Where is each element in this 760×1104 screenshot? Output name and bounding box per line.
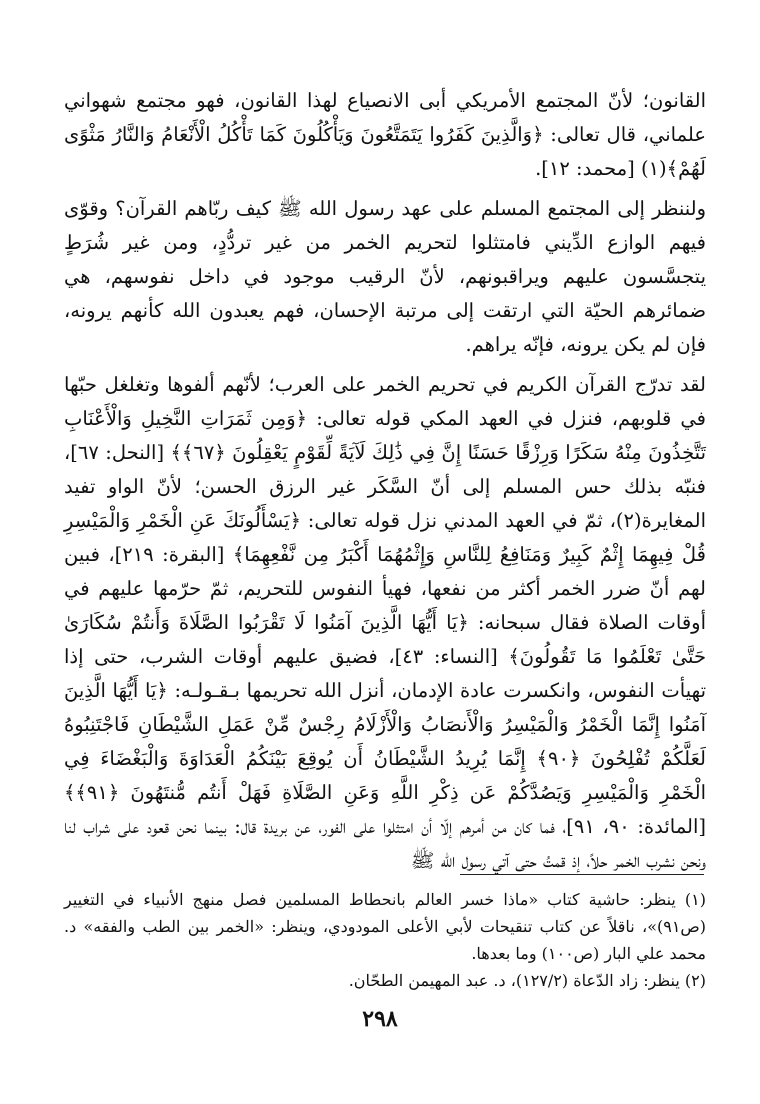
footnote-divider <box>460 874 704 875</box>
footnote-2: (٢) ينظر: زاد الدّعاة (١٢٧/٢)، د. عبد المهيمن الطحّان. <box>348 971 706 990</box>
footnotes <box>64 886 706 994</box>
footnote-1: (١) ينظر: حاشية كتاب «ماذا خسر العالم بانحطاط المسلمين فصل منهج الأنبياء في التغيير (ص٩١)»، ناقلاً عن كتاب تنقيحات لأبي الأعلى المودودي، وينظر: «الخمر بين الطب والفقه» د. محمد علي البار (ص١٠٠) وما بعدها. <box>64 890 707 963</box>
paragraph-2: ولننظر إلى المجتمع المسلم على عهد رسول الله ﷺ كيف ربّاهم القرآن؟ وقوّى فيهم الوازع الدِّيني فامتثلوا لتحريم الخمر من غير تردُّدٍ، ومن غير شُرَطٍ يتجسَّسون عليهم ويراقبونهم، لأنّ الرقيب موجود في داخل نفوسهم، هي ضمائرهم الحيّة التي ارتقت إلى مرتبة الإحسان، فهم يعبدون الله كأنهم يرونه، فإن لم يكن يرونه، فإنّه يراهم. <box>64 197 706 356</box>
main-text <box>64 84 706 884</box>
page-number: ٢٩٨ <box>362 1006 398 1032</box>
paragraph-3: لقد تدرّج القرآن الكريم في تحريم الخمر على العرب؛ لأنّهم ألفوها وتغلغل حبّها في قلوبهم، فنزل في العهد المكي قوله تعالى: ﴿وَمِن ثَمَرَاتِ النَّخِيلِ وَالْأَعْنَابِ تَتَّخِذُونَ مِنْهُ سَكَرًا وَرِزْقًا حَسَنًا إِنَّ فِي ذَٰلِكَ لَآيَةً لِّقَوْمٍ يَعْقِلُونَ ﴿٦٧﴾﴾ [النحل: ٦٧]، فنبّه بذلك حس المسلم إلى أنّ السَّكَر غير الرزق الحسن؛ لأنّ الواو تفيد المغايرة(٢)، ثمّ في العهد المدني نزل قوله تعالى: ﴿يَسْأَلُونَكَ عَنِ الْخَمْرِ وَالْمَيْسِرِ قُلْ فِيهِمَا إِثْمٌ كَبِيرٌ وَمَنَافِعُ لِلنَّاسِ وَإِثْمُهُمَا أَكْبَرُ مِن نَّفْعِهِمَا﴾ [البقرة: ٢١٩]، فبين لهم أنّ ضرر الخمر أكثر من نفعها، فهيأ النفوس للتحريم، ثمّ حرّمها عليهم في أوقات الصلاة فقال سبحانه: ﴿يَا أَيُّهَا الَّذِينَ آمَنُوا لَا تَقْرَبُوا الصَّلَاةَ وَأَنتُمْ سُكَارَىٰ حَتَّىٰ تَعْلَمُوا مَا تَقُولُونَ﴾ [النساء: ٤٣]، فضيق عليهم أوقات الشرب، حتى إذا تهيأت النفوس، وانكسرت عادة الإدمان، أنزل الله تحريمها بـقـولـه: ﴿يَا أَيُّهَا الَّذِينَ آمَنُوا إِنَّمَا الْخَمْرُ وَالْمَيْسِرُ وَالْأَنصَابُ وَالْأَزْلَامُ رِجْسٌ مِّنْ عَمَلِ الشَّيْطَانِ فَاجْتَنِبُوهُ لَعَلَّكُمْ تُفْلِحُونَ ﴿٩٠﴾ إِنَّمَا يُرِيدُ الشَّيْطَانُ أَن يُوقِعَ بَيْنَكُمُ الْعَدَاوَةَ وَالْبَغْضَاءَ فِي الْخَمْرِ وَالْمَيْسِرِ وَيَصُدَّكُمْ عَن ذِكْرِ اللَّهِ وَعَنِ الصَّلَاةِ فَهَلْ أَنتُم مُّنتَهُونَ ﴿٩١﴾﴾ [المائدة: ٩٠، ٩١]، فما كان من أمرهم إلّا أن امتثلوا على الفور، عن بريدة قال: بينما نحن قعود على شراب لنا ونحن نشرب الخمر حلاً، إذ قمتُ حتى آتي رسول الله ﷺ <box>64 373 706 872</box>
paragraph-1: القانون؛ لأنّ المجتمع الأمريكي أبى الانصياع لهذا القانون، فهو مجتمع شهواني علماني، قال تعالى: ﴿وَالَّذِينَ كَفَرُوا يَتَمَتَّعُونَ وَيَأْكُلُونَ كَمَا تَأْكُلُ الْأَنْعَامُ وَالنَّارُ مَثْوًى لَهُمْ﴾(١) [محمد: ١٢]. <box>64 89 706 180</box>
